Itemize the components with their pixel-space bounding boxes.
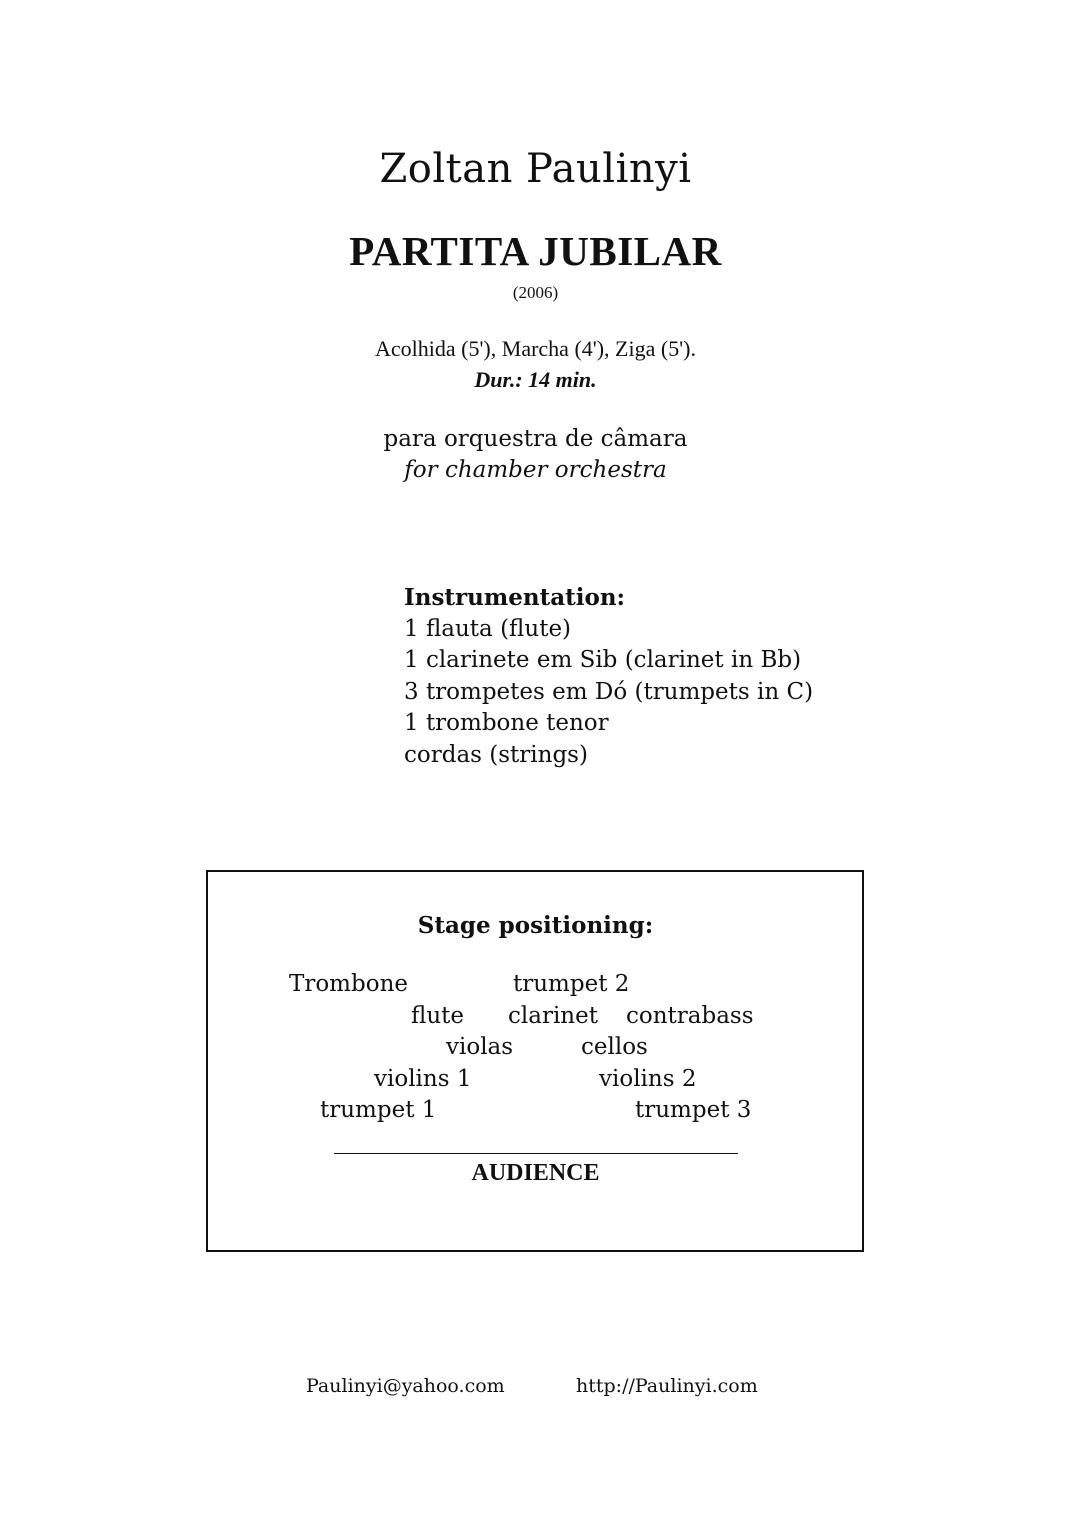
duration: Dur.: 14 min. xyxy=(474,367,597,392)
work-year: (2006) xyxy=(512,283,559,302)
stage-violins-1: violins 1 xyxy=(374,1066,472,1092)
stage-violins-2: violins 2 xyxy=(599,1066,697,1092)
subtitle-portuguese: para orquestra de câmara xyxy=(383,426,688,452)
stage-trumpet-2: trumpet 2 xyxy=(513,971,630,997)
stage-flute: flute xyxy=(411,1003,465,1029)
audience-divider xyxy=(334,1153,738,1154)
stage-trombone: Trombone xyxy=(289,971,408,997)
movements-list: Acolhida (5'), Marcha (4'), Ziga (5'). xyxy=(375,336,696,361)
stage-contrabass: contrabass xyxy=(626,1003,754,1029)
instrumentation-list xyxy=(404,582,813,771)
stage-cellos: cellos xyxy=(581,1034,648,1060)
stage-violas: violas xyxy=(446,1034,514,1060)
audience-label: AUDIENCE xyxy=(471,1160,600,1186)
instrument-item: 1 clarinete em Sib (clarinet in Bb) xyxy=(404,647,802,673)
stage-trumpet-1: trumpet 1 xyxy=(320,1097,437,1123)
instrument-item: 1 flauta (flute) xyxy=(404,615,572,642)
stage-clarinet: clarinet xyxy=(508,1003,598,1029)
instrument-item: cordas (strings) xyxy=(404,741,588,768)
contact-email-link[interactable]: Paulinyi@yahoo.com xyxy=(306,1375,505,1397)
composer-name: Zoltan Paulinyi xyxy=(379,146,692,192)
instrument-item: 3 trompetes em Dó (trumpets in C) xyxy=(404,678,814,705)
work-title: PARTITA JUBILAR xyxy=(349,228,722,274)
subtitle-english: for chamber orchestra xyxy=(404,457,667,483)
instrumentation-heading: Instrumentation: xyxy=(404,584,626,611)
stage-trumpet-3: trumpet 3 xyxy=(635,1097,752,1123)
instrument-item: 1 trombone tenor xyxy=(404,710,609,736)
website-link[interactable]: http://Paulinyi.com xyxy=(576,1375,758,1397)
stage-positioning-heading: Stage positioning: xyxy=(417,912,654,939)
